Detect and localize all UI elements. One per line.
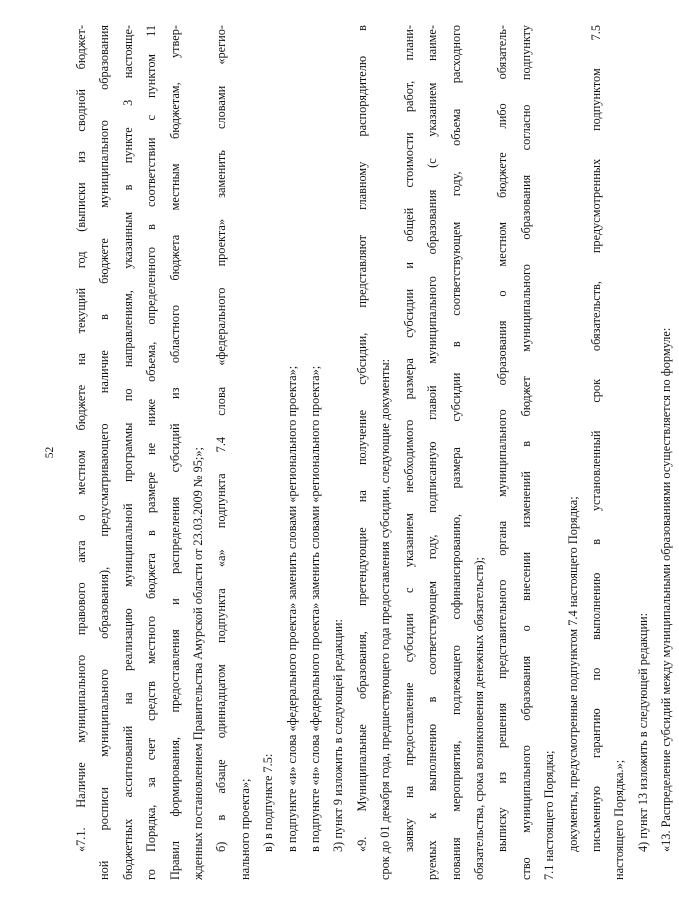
text-line: «7.1. Наличие муниципального правового акта о местном бюджете на текущий год (выписки из сводной бюджет- xyxy=(74,25,88,852)
text-line: в подпункте «и» слова «федерального проекта» заменить словами «регионального проекта»; xyxy=(284,365,299,852)
text-line: настоящего Порядка.»; xyxy=(612,759,627,880)
text-line: 7.1 настоящего Порядка; xyxy=(542,750,557,880)
document-body xyxy=(70,25,679,880)
text-line: бюджетных ассигнований на реализацию муниципальной программы по направлениям, указанным в пункте 3 настояще- xyxy=(120,25,135,880)
text-line: выписку из решения представительного органа муниципального образования о местном бюджете либо обязатель- xyxy=(495,25,510,852)
text-line: го Порядка, за счет средств местного бюджета в размере не ниже объема, определенного в соответствии с пунктом 11 xyxy=(144,25,159,880)
text-line: в подпункте «н» слова «федерального проекта» заменить словами «регионального проекта»; xyxy=(308,365,323,852)
text-line: «9. Муниципальные образования, претендующие на получение субсидии, представляют главному распорядителю в xyxy=(354,25,369,852)
text-line: «13. Распределение субсидий между муниципальными образованиями осуществляется по формуле: xyxy=(659,327,674,852)
page-number: 52 xyxy=(44,446,56,459)
text-line: нального проекта»; xyxy=(237,778,252,880)
text-line: жденных постановлением Правительства Амурской области от 23.03.2009 № 95;»; xyxy=(191,447,206,880)
text-line: Правил формирования, предоставления и распределения субсидий из областного бюджета местным бюджетам, утвер- xyxy=(167,25,182,880)
text-line: ной росписи муниципального образования), предусматривающего наличие в бюджете муниципального образования xyxy=(97,25,112,880)
text-line: 3) пункт 9 изложить в следующей редакции: xyxy=(331,619,346,852)
text-line: нования мероприятия, подлежащего софинансированию, размера субсидии в соответствующем году, объема расходного xyxy=(448,25,463,880)
text-line: документы, предусмотренные подпунктом 7.4 настоящего Порядка; xyxy=(565,496,580,852)
text-line: ство муниципального образования о внесении изменений в бюджет муниципального образования согласно подпункту xyxy=(518,25,533,880)
text-line: 4) пункт 13 изложить в следующей редакции: xyxy=(635,612,650,852)
rotated-document-page xyxy=(44,25,674,880)
text-line: срок до 01 декабря года, предшествующего года предоставления субсидии, следующие документы: xyxy=(378,359,393,880)
text-line: в) в подпункте 7.5: xyxy=(261,753,276,852)
text-line: обязательства, срока возникновения денежных обязательств); xyxy=(471,557,486,880)
text-line: заявку на предоставление субсидии с указанием необходимого размера субсидии и общей стоимости работ, плани- xyxy=(401,25,416,852)
text-line: б) в абзаце одиннадцатом подпункта «а» подпункта 7.4 слова «федерального проекта» заменить словами «регио- xyxy=(214,25,229,852)
text-line: руемых к выполнению в соответствующем году, подписанную главой муниципального образования (с указанием наиме- xyxy=(425,25,440,880)
text-line: письменную гарантию по выполнению в установленный срок обязательств, предусмотренных подпунктом 7.5 xyxy=(588,25,603,852)
